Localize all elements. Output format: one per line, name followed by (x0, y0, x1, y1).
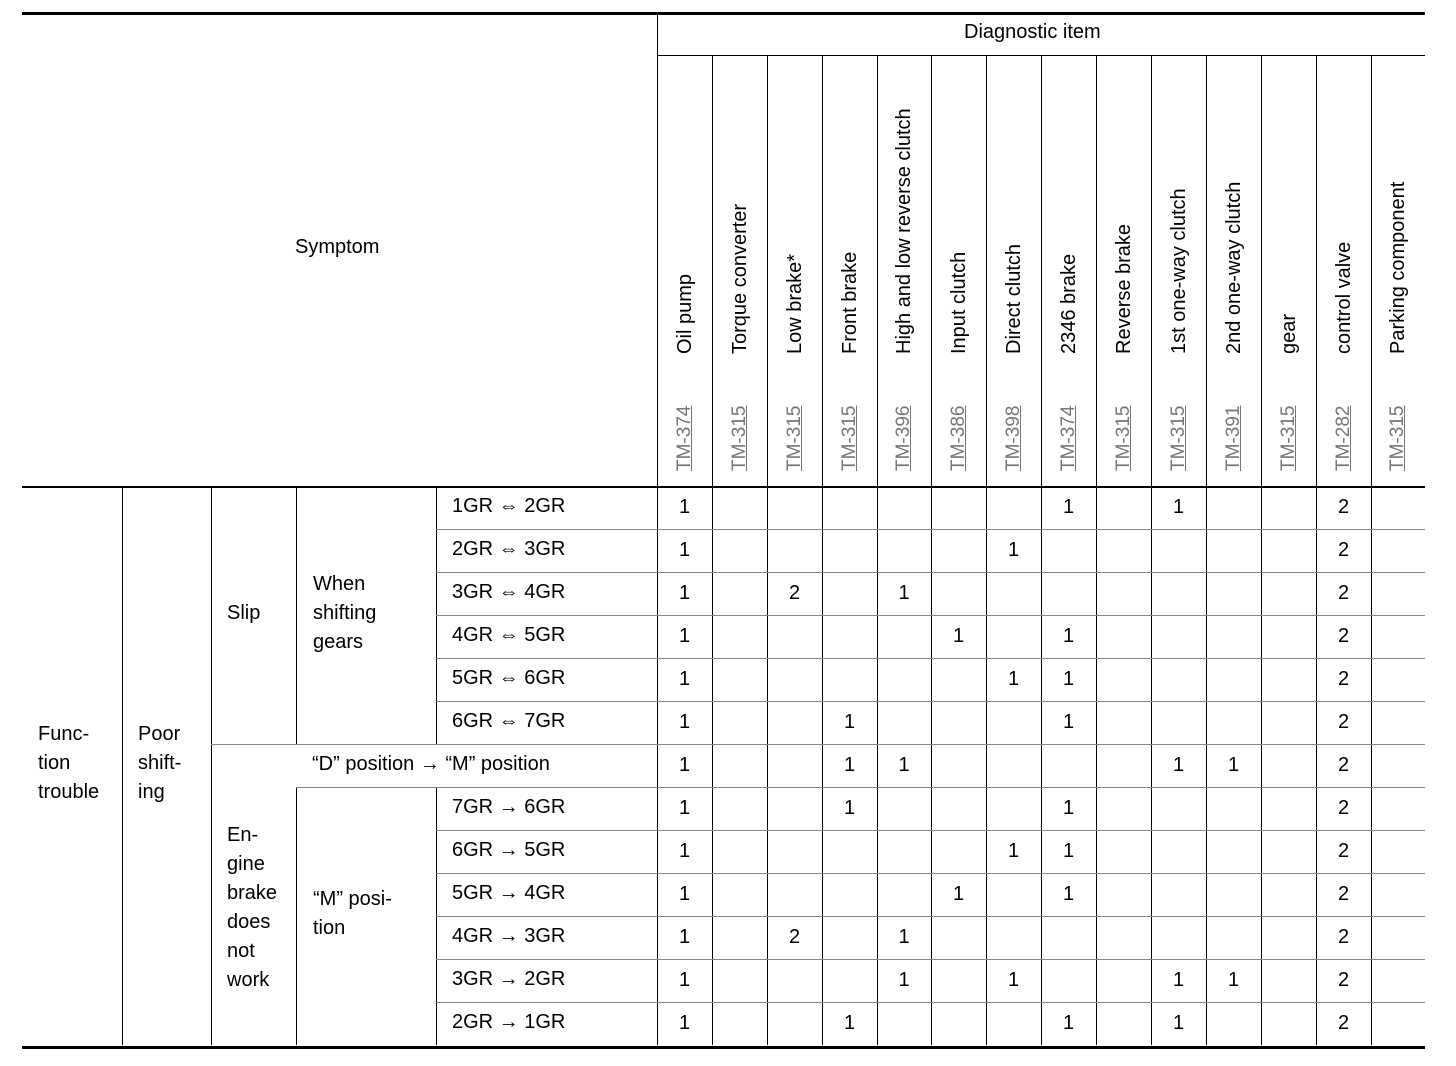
table-cell (1096, 701, 1151, 744)
group-when-shifting: When shifting gears (313, 573, 377, 653)
table-cell (712, 916, 767, 959)
row-label: 4GR → 3GR (452, 925, 566, 947)
table-cell (986, 873, 1041, 916)
table-cell (986, 615, 1041, 658)
table-cell (1371, 701, 1425, 744)
table-cell (822, 529, 877, 572)
table-cell (712, 787, 767, 830)
row-label: 4GR ⇔ 5GR (452, 624, 566, 646)
row-label: 2GR ⇔ 3GR (452, 538, 566, 560)
table-cell: 2 (1337, 926, 1350, 948)
table-cell (931, 1002, 986, 1045)
row-label: 7GR → 6GR (452, 796, 566, 818)
table-cell (1096, 615, 1151, 658)
table-cell: 1 (843, 754, 856, 776)
table-cell (767, 701, 822, 744)
table-cell (712, 830, 767, 873)
table-cell (712, 572, 767, 615)
table-cell: 2 (788, 582, 801, 604)
table-cell: 2 (1337, 625, 1350, 647)
column-header-11: gear (1277, 313, 1300, 354)
table-cell (1206, 658, 1261, 701)
table-cell (931, 572, 986, 615)
table-cell: 2 (1337, 797, 1350, 819)
table-cell (1371, 572, 1425, 615)
table-cell (877, 529, 931, 572)
table-cell (1151, 658, 1206, 701)
table-cell (931, 787, 986, 830)
column-header-3: Front brake (838, 251, 861, 354)
table-cell: 1 (678, 539, 691, 561)
table-cell (1261, 916, 1316, 959)
table-cell: 2 (1337, 840, 1350, 862)
table-cell: 1 (678, 625, 691, 647)
table-cell (822, 572, 877, 615)
divider-m (296, 787, 297, 1045)
table-cell: 1 (1172, 969, 1185, 991)
table-cell: 1 (843, 1012, 856, 1034)
table-cell (1371, 1002, 1425, 1045)
table-cell (1371, 658, 1425, 701)
table-cell: 2 (1337, 496, 1350, 518)
table-cell: 1 (678, 668, 691, 690)
table-cell (767, 1002, 822, 1045)
table-cell: 1 (678, 883, 691, 905)
column-header-9: 1st one-way clutch (1167, 188, 1190, 354)
row-label: 6GR → 5GR (452, 839, 566, 861)
table-cell (1041, 572, 1096, 615)
row-label: 5GR ⇔ 6GR (452, 667, 566, 689)
table-cell (877, 873, 931, 916)
symptom-header: Symptom (295, 236, 380, 258)
table-cell: 2 (1337, 1012, 1350, 1034)
group-engine-brake: En- gine brake does not work (227, 824, 278, 991)
table-cell (1261, 701, 1316, 744)
table-cell (1096, 658, 1151, 701)
table-cell (1096, 529, 1151, 572)
table-cell (1206, 701, 1261, 744)
table-cell (1371, 873, 1425, 916)
table-cell (767, 615, 822, 658)
table-cell (877, 701, 931, 744)
table-cell (822, 658, 877, 701)
table-cell: 1 (1062, 496, 1075, 518)
table-cell (1096, 572, 1151, 615)
column-header-0: Oil pump (673, 273, 696, 354)
table-cell: 1 (1007, 539, 1020, 561)
table-cell: 1 (1172, 496, 1185, 518)
table-cell (1151, 701, 1206, 744)
table-cell: 1 (1172, 1012, 1185, 1034)
table-cell (986, 1002, 1041, 1045)
group-m-position: “M” posi- tion (313, 888, 392, 939)
table-cell (931, 529, 986, 572)
table-cell (931, 744, 986, 787)
table-cell (1371, 615, 1425, 658)
table-cell: 1 (1062, 711, 1075, 733)
column-header-5: Input clutch (947, 251, 970, 354)
column-header-10: 2nd one-way clutch (1222, 181, 1245, 354)
group-poor-shifting: Poor shift- ing (138, 723, 182, 803)
table-cell: 1 (1007, 840, 1020, 862)
table-cell: 1 (898, 926, 910, 948)
table-cell (1151, 615, 1206, 658)
table-cell (1371, 787, 1425, 830)
table-cell: 1 (678, 840, 691, 862)
table-cell: 1 (952, 883, 965, 905)
table-cell (822, 615, 877, 658)
table-cell (767, 486, 822, 529)
table-cell: 1 (1062, 840, 1075, 862)
table-cell (1261, 486, 1316, 529)
column-reference-link[interactable]: TM-315 (1277, 405, 1299, 471)
table-cell: 1 (898, 582, 910, 604)
table-cell (1206, 787, 1261, 830)
table-cell: 1 (952, 625, 965, 647)
table-cell (877, 658, 931, 701)
column-header-7: 2346 brake (1057, 253, 1080, 354)
table-cell: 2 (1337, 754, 1350, 776)
table-cell (986, 486, 1041, 529)
table-cell (931, 701, 986, 744)
column-reference-link[interactable]: TM-315 (1167, 405, 1189, 471)
table-cell: 1 (1007, 969, 1020, 991)
table-cell: 1 (1227, 969, 1240, 991)
divider-poor (211, 486, 212, 1045)
table-cell: 1 (678, 797, 691, 819)
table-cell (1261, 658, 1316, 701)
table-cell: 2 (1337, 668, 1350, 690)
table-cell: 1 (1062, 883, 1075, 905)
table-cell (1041, 916, 1096, 959)
table-cell (1041, 959, 1096, 1002)
column-reference-link[interactable]: TM-315 (1112, 405, 1134, 471)
column-reference-link[interactable]: TM-282 (1332, 405, 1354, 471)
table-cell (1371, 744, 1425, 787)
column-reference-link[interactable]: TM-386 (947, 405, 969, 471)
table-cell (986, 916, 1041, 959)
table-cell (1371, 529, 1425, 572)
table-cell: 1 (843, 797, 856, 819)
column-reference-link[interactable]: TM-396 (893, 405, 914, 471)
column-header-12: control valve (1332, 241, 1355, 354)
table-cell (712, 529, 767, 572)
table-cell (986, 572, 1041, 615)
table-cell (1261, 830, 1316, 873)
row-label: 1GR ⇔ 2GR (452, 495, 566, 517)
table-cell: 1 (678, 969, 691, 991)
table-cell (1371, 830, 1425, 873)
table-cell (1206, 615, 1261, 658)
column-reference-link[interactable]: TM-374 (673, 405, 695, 471)
table-cell: 1 (678, 496, 691, 518)
table-cell (931, 658, 986, 701)
table-cell: 1 (898, 754, 910, 776)
table-cell (1151, 787, 1206, 830)
column-reference-link[interactable]: TM-315 (728, 405, 750, 471)
divider-slip (296, 486, 297, 744)
table-cell (767, 529, 822, 572)
table-cell (712, 1002, 767, 1045)
column-header-4: High and low reverse clutch (893, 108, 915, 354)
table-cell (1261, 744, 1316, 787)
row-label: 2GR → 1GR (452, 1011, 566, 1033)
table-cell (1096, 830, 1151, 873)
table-cell (1151, 873, 1206, 916)
row-label: 3GR ⇔ 4GR (452, 581, 566, 603)
table-cell (931, 486, 986, 529)
table-cell (767, 787, 822, 830)
table-cell (986, 787, 1041, 830)
table-cell (986, 744, 1041, 787)
table-cell (712, 873, 767, 916)
table-cell (822, 830, 877, 873)
column-reference-link[interactable]: TM-374 (1057, 405, 1079, 471)
table-cell: 1 (678, 754, 691, 776)
table-cell (877, 1002, 931, 1045)
column-header-6: Direct clutch (1002, 243, 1025, 354)
table-cell (1151, 830, 1206, 873)
table-cell (931, 959, 986, 1002)
group-slip: Slip (227, 602, 261, 624)
table-cell (931, 916, 986, 959)
top-rule (22, 12, 1425, 15)
table-cell (1096, 787, 1151, 830)
column-reference-link[interactable]: TM-391 (1222, 405, 1244, 471)
column-reference-link[interactable]: TM-315 (1387, 405, 1408, 471)
table-cell (822, 916, 877, 959)
table-cell: 1 (1062, 1012, 1075, 1034)
table-cell (1151, 572, 1206, 615)
column-header-2: Low brake* (783, 253, 806, 354)
table-cell: 1 (678, 1012, 691, 1034)
table-cell (986, 701, 1041, 744)
table-cell (1096, 486, 1151, 529)
table-cell (877, 830, 931, 873)
table-cell: 1 (1227, 754, 1240, 776)
group-function-trouble: Func- tion trouble (38, 723, 100, 803)
column-header-8: Reverse brake (1112, 223, 1135, 354)
table-cell (767, 873, 822, 916)
column-reference-link[interactable]: TM-315 (838, 405, 860, 471)
row-label: 6GR ⇔ 7GR (452, 710, 566, 732)
table-cell (1261, 615, 1316, 658)
table-cell (1096, 744, 1151, 787)
diagnostic-item-header: Diagnostic item (964, 21, 1101, 43)
column-header-1: Torque converter (728, 203, 751, 354)
table-cell (1206, 1002, 1261, 1045)
table-cell: 2 (1337, 969, 1350, 991)
row-label: 3GR → 2GR (452, 968, 566, 990)
table-cell (712, 486, 767, 529)
divider-func (122, 486, 123, 1045)
table-cell (931, 830, 986, 873)
table-cell (1206, 830, 1261, 873)
table-cell (1371, 959, 1425, 1002)
table-cell (712, 701, 767, 744)
table-cell (1261, 873, 1316, 916)
table-cell (712, 615, 767, 658)
table-cell: 2 (1337, 582, 1350, 604)
table-cell (767, 658, 822, 701)
table-cell (1261, 1002, 1316, 1045)
table-cell (1041, 529, 1096, 572)
table-cell (1151, 529, 1206, 572)
table-cell (1206, 916, 1261, 959)
table-cell (767, 959, 822, 1002)
table-cell (1151, 916, 1206, 959)
table-cell (1371, 916, 1425, 959)
table-cell (1096, 873, 1151, 916)
table-cell (1096, 959, 1151, 1002)
table-cell (1261, 787, 1316, 830)
table-cell (1371, 486, 1425, 529)
table-cell: 1 (898, 969, 910, 991)
table-cell (712, 959, 767, 1002)
table-cell (1261, 572, 1316, 615)
table-cell (877, 486, 931, 529)
table-cell (712, 658, 767, 701)
column-reference-link[interactable]: TM-398 (1002, 405, 1024, 471)
table-cell (1096, 916, 1151, 959)
table-cell: 1 (843, 711, 856, 733)
table-cell: 1 (1007, 668, 1020, 690)
table-cell (1261, 529, 1316, 572)
table-cell (877, 615, 931, 658)
table-cell: 2 (788, 926, 801, 948)
row-label: 5GR → 4GR (452, 882, 566, 904)
table-cell (1041, 744, 1096, 787)
table-cell (822, 959, 877, 1002)
column-reference-link[interactable]: TM-315 (783, 405, 805, 471)
table-cell: 2 (1337, 539, 1350, 561)
table-cell (1206, 873, 1261, 916)
table-cell (877, 787, 931, 830)
table-cell: 1 (1062, 668, 1075, 690)
table-cell: 1 (678, 711, 691, 733)
row-label: “D” position → “M” position (312, 753, 550, 775)
table-cell (767, 744, 822, 787)
table-cell (767, 830, 822, 873)
table-cell (712, 744, 767, 787)
table-cell: 1 (1172, 754, 1185, 776)
table-cell: 2 (1337, 883, 1350, 905)
table-cell (1206, 572, 1261, 615)
table-cell (1206, 529, 1261, 572)
table-cell: 1 (678, 582, 691, 604)
bottom-rule (22, 1046, 1425, 1049)
column-header-13: Parking component (1387, 181, 1409, 354)
table-cell: 1 (1062, 797, 1075, 819)
table-cell (1206, 486, 1261, 529)
table-cell (822, 486, 877, 529)
table-cell (1261, 959, 1316, 1002)
table-cell (822, 873, 877, 916)
table-cell (1096, 1002, 1151, 1045)
table-cell: 2 (1337, 711, 1350, 733)
table-cell: 1 (678, 926, 691, 948)
table-cell: 1 (1062, 625, 1075, 647)
